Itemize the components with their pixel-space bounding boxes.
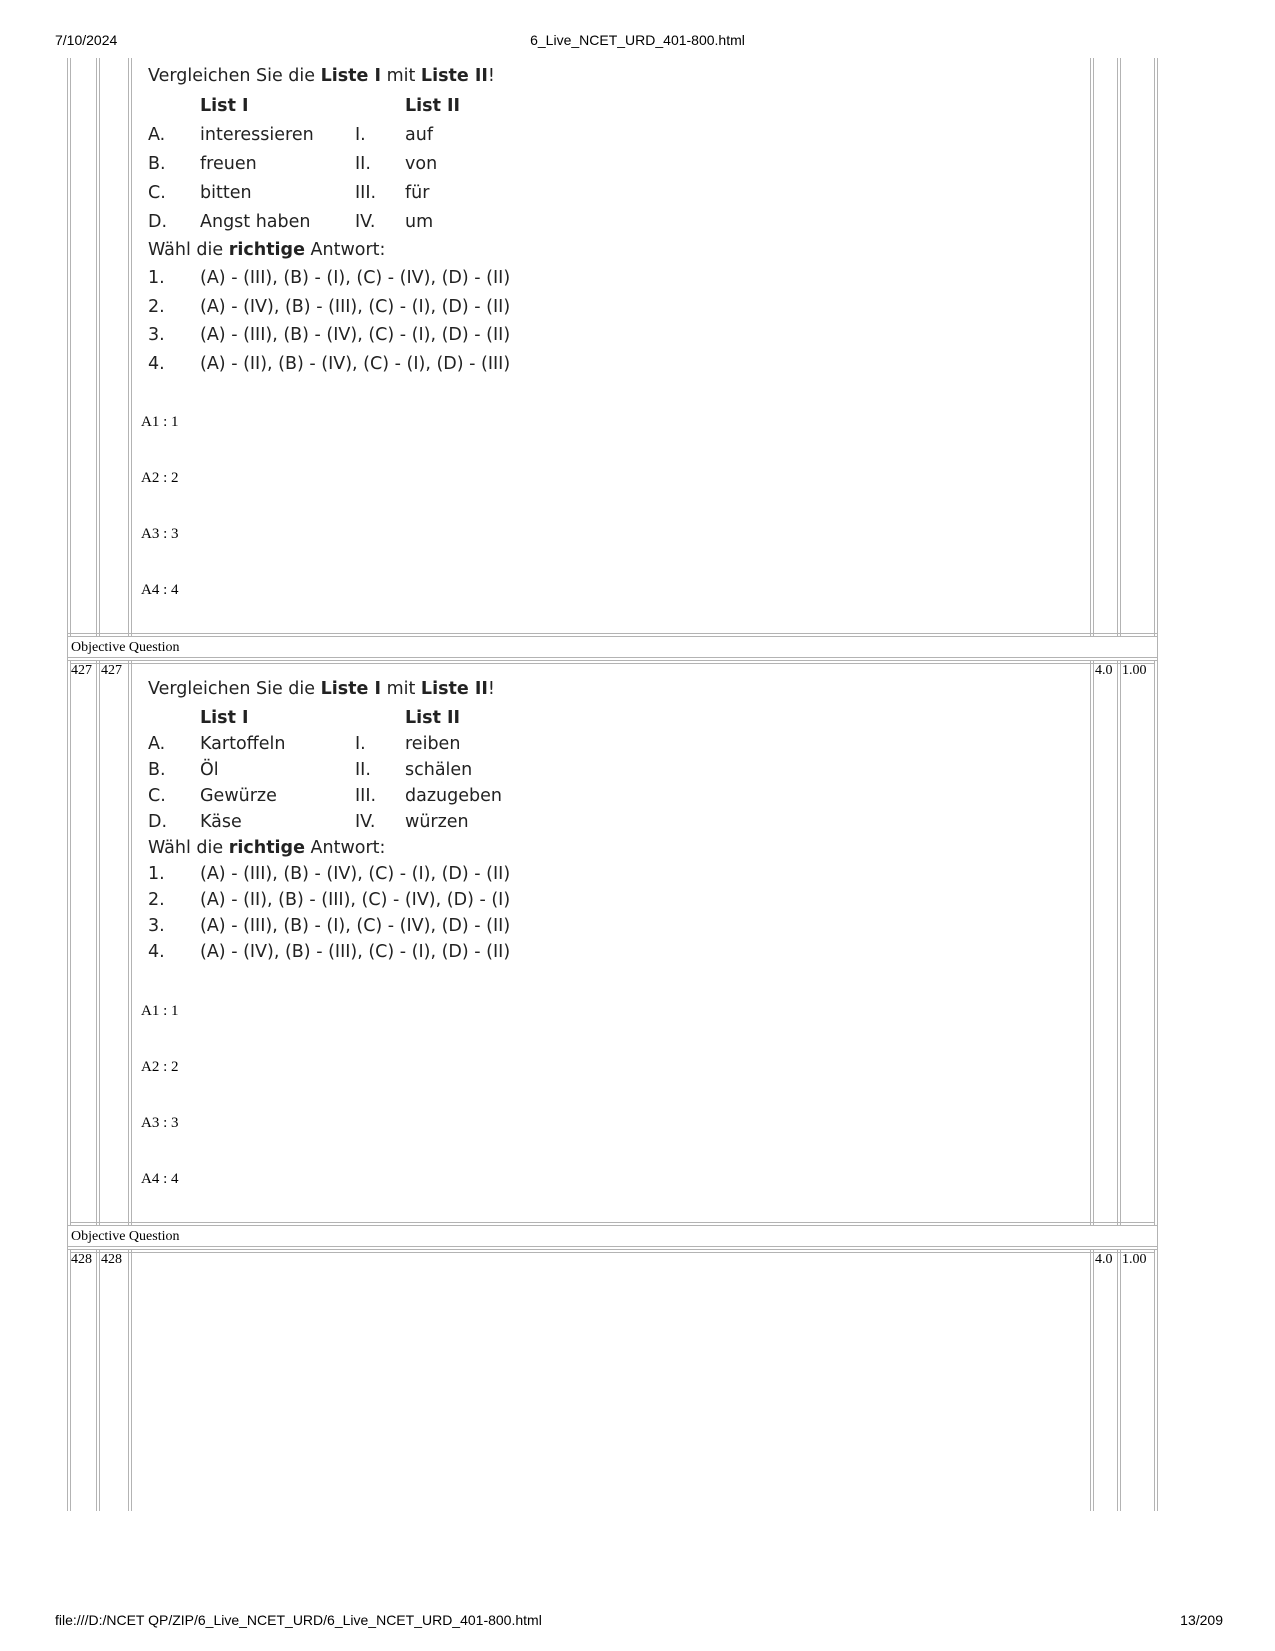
item-list2: reiben: [405, 734, 461, 754]
question-image: [148, 679, 511, 969]
option-text: (A) - (II), (B) - (IV), (C) - (I), (D) - (III): [200, 354, 511, 374]
item-letter: C.: [148, 786, 166, 806]
answer-instruction: Wähl die richtige Antwort:: [148, 838, 386, 858]
item-list2: dazugeben: [405, 786, 502, 806]
item-letter: A.: [148, 734, 166, 754]
marks: 4.0: [1095, 663, 1113, 678]
option-text: (A) - (II), (B) - (III), (C) - (IV), (D) - (I): [200, 890, 511, 910]
print-document-title: 6_Live_NCET_URD_401-800.html: [530, 32, 745, 48]
item-list1: Kartoffeln: [200, 734, 286, 754]
question-id: 427: [101, 663, 122, 678]
option-text: (A) - (III), (B) - (IV), (C) - (I), (D) - (II): [200, 864, 511, 884]
negative-marks: 1.00: [1122, 1252, 1147, 1267]
option-number: 1.: [148, 864, 165, 884]
item-list2: von: [405, 154, 438, 174]
question-type-label: Objective Question: [71, 1229, 180, 1244]
item-roman: IV.: [355, 812, 376, 832]
answer-option-2: A2 : 2: [141, 470, 179, 486]
option-number: 1.: [148, 268, 165, 288]
option-number: 3.: [148, 916, 165, 936]
negative-marks: 1.00: [1122, 663, 1147, 678]
serial-number: 428: [71, 1252, 92, 1267]
item-roman: II.: [355, 760, 371, 780]
item-list1: Angst haben: [200, 212, 311, 232]
answer-option-1: A1 : 1: [141, 1003, 179, 1019]
answer-option-3: A3 : 3: [141, 526, 179, 542]
question-prompt: Vergleichen Sie die Liste I mit Liste II!: [148, 679, 495, 699]
item-roman: I.: [355, 125, 366, 145]
item-list1: Öl: [200, 760, 219, 780]
item-letter: B.: [148, 154, 166, 174]
option-text: (A) - (III), (B) - (IV), (C) - (I), (D) - (II): [200, 325, 511, 345]
answer-option-1: A1 : 1: [141, 414, 179, 430]
item-list2: um: [405, 212, 434, 232]
item-roman: III.: [355, 786, 377, 806]
marks: 4.0: [1095, 1252, 1113, 1267]
question-prompt: Vergleichen Sie die Liste I mit Liste II!: [148, 66, 495, 86]
item-list1: Gewürze: [200, 786, 277, 806]
option-text: (A) - (IV), (B) - (III), (C) - (I), (D) - (II): [200, 942, 511, 962]
item-list2: würzen: [405, 812, 469, 832]
answer-option-4: A4 : 4: [141, 1171, 179, 1187]
print-page-number: 13/209: [1180, 1612, 1223, 1628]
list2-header: List II: [405, 708, 461, 728]
item-list2: für: [405, 183, 430, 203]
option-number: 2.: [148, 297, 165, 317]
item-list1: Käse: [200, 812, 242, 832]
item-letter: C.: [148, 183, 166, 203]
answer-option-4: A4 : 4: [141, 582, 179, 598]
print-file-path: file:///D:/NCET QP/ZIP/6_Live_NCET_URD/6_Live_NCET_URD_401-800.html: [55, 1612, 542, 1628]
item-letter: D.: [148, 812, 168, 832]
list1-header: List I: [200, 96, 249, 116]
item-roman: IV.: [355, 212, 376, 232]
item-list2: schälen: [405, 760, 473, 780]
answer-option-3: A3 : 3: [141, 1115, 179, 1131]
question-id: 428: [101, 1252, 122, 1267]
option-number: 4.: [148, 942, 165, 962]
item-letter: B.: [148, 760, 166, 780]
option-text: (A) - (IV), (B) - (III), (C) - (I), (D) - (II): [200, 297, 511, 317]
question-type-label: Objective Question: [71, 640, 180, 655]
option-text: (A) - (III), (B) - (I), (C) - (IV), (D) - (II): [200, 916, 511, 936]
item-letter: A.: [148, 125, 166, 145]
question-image: [148, 66, 511, 386]
item-list1: bitten: [200, 183, 252, 203]
print-date: 7/10/2024: [55, 32, 118, 48]
item-list1: freuen: [200, 154, 257, 174]
item-list2: auf: [405, 125, 433, 145]
item-roman: II.: [355, 154, 371, 174]
serial-number: 427: [71, 663, 92, 678]
option-number: 3.: [148, 325, 165, 345]
item-letter: D.: [148, 212, 168, 232]
answer-instruction: Wähl die richtige Antwort:: [148, 240, 386, 260]
item-roman: III.: [355, 183, 377, 203]
answer-option-2: A2 : 2: [141, 1059, 179, 1075]
option-number: 4.: [148, 354, 165, 374]
list1-header: List I: [200, 708, 249, 728]
option-number: 2.: [148, 890, 165, 910]
item-roman: I.: [355, 734, 366, 754]
option-text: (A) - (III), (B) - (I), (C) - (IV), (D) - (II): [200, 268, 511, 288]
item-list1: interessieren: [200, 125, 314, 145]
list2-header: List II: [405, 96, 461, 116]
